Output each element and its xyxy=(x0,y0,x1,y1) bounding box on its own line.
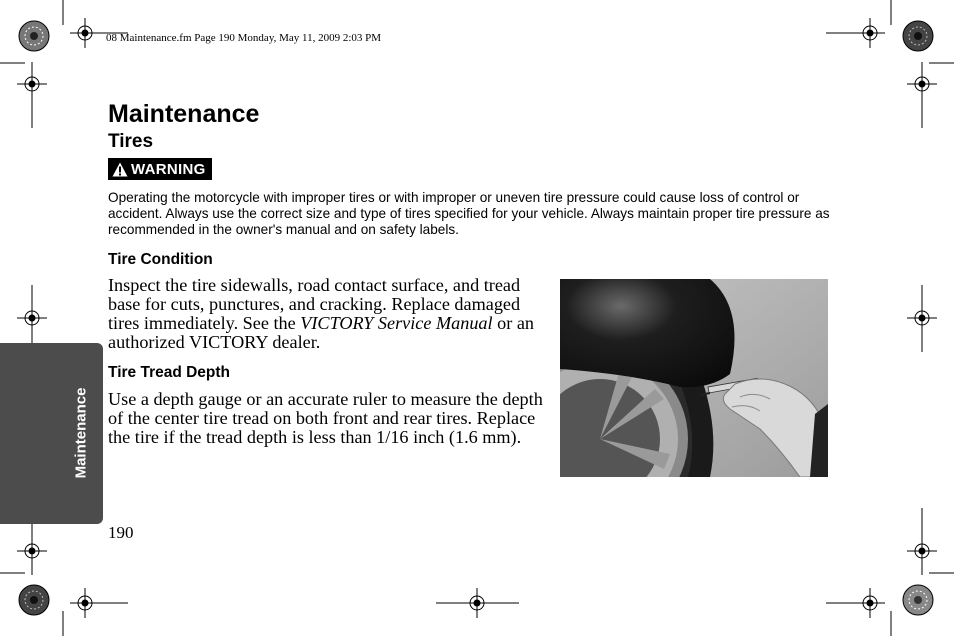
paragraph-text: Inspect the tire sidewalls, road contact surface, and tread base for cuts, punctures, and cracking. Replace damaged tires immediately. See the xyxy=(108,275,521,333)
color-target-icon xyxy=(18,584,50,616)
tire-tread-gauge-photo xyxy=(560,279,828,477)
registration-mark-icon xyxy=(855,588,885,618)
registration-mark-icon xyxy=(70,18,100,48)
file-info-slug: 08 Maintenance.fm Page 190 Monday, May 11, 2009 2:03 PM xyxy=(106,32,382,44)
registration-mark-icon xyxy=(907,303,937,333)
registration-mark-icon xyxy=(907,69,937,99)
section-title: Tires xyxy=(108,131,154,152)
registration-mark-icon xyxy=(462,588,492,618)
registration-mark-icon xyxy=(70,588,100,618)
paragraph-text: or an authorized VICTORY dealer. xyxy=(108,313,534,352)
registration-mark-icon xyxy=(17,69,47,99)
paragraph-tire-condition xyxy=(108,276,553,352)
side-tab-label: Maintenance xyxy=(72,387,90,479)
color-target-icon xyxy=(902,584,934,616)
paragraph-tire-tread-depth: Use a depth gauge or an accurate ruler to measure the depth of the center tire tread on both front and rear tires. Replace the tire if the tread depth is less than 1/16 inch (1.6 mm). xyxy=(108,389,543,447)
page-number: 190 xyxy=(108,523,134,542)
page-title: Maintenance xyxy=(108,100,260,128)
warning-label: WARNING xyxy=(131,160,206,178)
color-target-icon xyxy=(18,20,50,52)
heading-tire-tread-depth: Tire Tread Depth xyxy=(108,364,231,381)
color-target-icon xyxy=(902,20,934,52)
warning-badge xyxy=(108,158,212,180)
registration-mark-icon xyxy=(855,18,885,48)
heading-tire-condition: Tire Condition xyxy=(108,251,213,268)
warning-triangle-icon xyxy=(112,162,128,177)
registration-mark-icon xyxy=(17,536,47,566)
manual-title: VICTORY Service Manual xyxy=(300,313,493,333)
registration-mark-icon xyxy=(907,536,937,566)
registration-mark-icon xyxy=(17,303,47,333)
warning-text: Operating the motorcycle with improper tires or with improper or uneven tire pressure could cause loss of control or accident. Always use the correct size and type of tires specified for your vehicle. Always maintain proper tire pressure as recommended in the owner's manual and on safety labels. xyxy=(108,190,830,237)
